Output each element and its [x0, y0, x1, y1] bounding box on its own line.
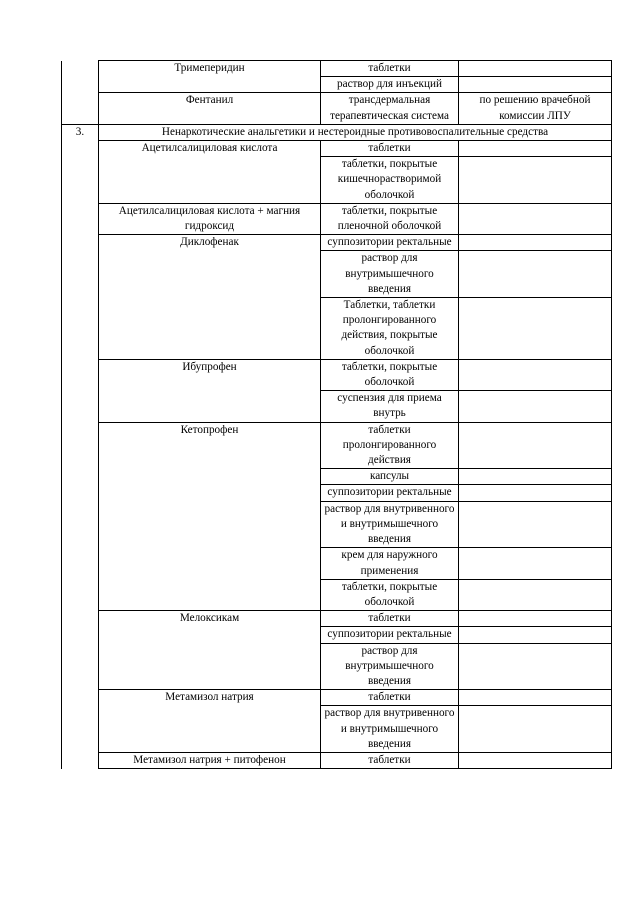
condition-cell [459, 298, 612, 360]
condition-cell [459, 359, 612, 390]
dosage-form-cell: таблетки, покрытые оболочкой [321, 579, 459, 610]
drug-name-cell: Ацетилсалициловая кислота [99, 141, 321, 204]
dosage-form-cell: раствор для инъекций [321, 77, 459, 93]
table-row [62, 752, 612, 768]
table-row [62, 203, 612, 234]
dosage-form-cell: суспензия для приема внутрь [321, 391, 459, 422]
condition-cell [459, 627, 612, 643]
number-cell [62, 359, 99, 390]
number-cell [62, 579, 99, 610]
drug-name-cell: Кетопрофен [99, 422, 321, 610]
table-row [62, 690, 612, 706]
condition-cell [459, 579, 612, 610]
dosage-form-cell: таблетки [321, 141, 459, 157]
condition-cell [459, 157, 612, 204]
condition-cell [459, 141, 612, 157]
dosage-form-cell: таблетки, покрытые кишечнорастворимой оболочкой [321, 157, 459, 204]
table-row [62, 359, 612, 390]
condition-cell [459, 251, 612, 298]
number-cell [62, 643, 99, 690]
number-cell [62, 235, 99, 251]
drug-name-cell: Метамизол натрия [99, 690, 321, 753]
dosage-form-cell: таблетки, покрытые пленочной оболочкой [321, 203, 459, 234]
condition-cell [459, 690, 612, 706]
condition-cell [459, 548, 612, 579]
table-row [62, 422, 612, 469]
condition-cell [459, 706, 612, 753]
condition-cell [459, 203, 612, 234]
dosage-form-cell: раствор для внутримышечного введения [321, 251, 459, 298]
number-cell [62, 501, 99, 548]
number-cell [62, 627, 99, 643]
table-row [62, 141, 612, 157]
number-cell [62, 157, 99, 204]
dosage-form-cell: суппозитории ректальные [321, 485, 459, 501]
dosage-form-cell: суппозитории ректальные [321, 235, 459, 251]
condition-cell [459, 611, 612, 627]
table-row [62, 611, 612, 627]
drug-name-cell: Метамизол натрия + питофенон [99, 752, 321, 768]
drug-name-cell: Фентанил [99, 93, 321, 124]
condition-cell [459, 501, 612, 548]
number-cell [62, 548, 99, 579]
condition-cell [459, 422, 612, 469]
number-cell [62, 77, 99, 93]
drug-name-cell: Мелоксикам [99, 611, 321, 690]
number-cell [62, 251, 99, 298]
number-cell [62, 611, 99, 627]
section-header-row [62, 124, 612, 140]
drug-name-cell: Тримеперидин [99, 61, 321, 93]
number-cell [62, 141, 99, 157]
dosage-form-cell: таблетки пролонгированного действия [321, 422, 459, 469]
section-number: 3. [62, 124, 99, 140]
number-cell [62, 298, 99, 360]
condition-cell [459, 643, 612, 690]
number-cell [62, 61, 99, 77]
condition-cell [459, 469, 612, 485]
number-cell [62, 391, 99, 422]
number-cell [62, 690, 99, 706]
table-row [62, 93, 612, 124]
dosage-form-cell: раствор для внутримышечного введения [321, 643, 459, 690]
drug-name-cell: Диклофенак [99, 235, 321, 360]
drug-name-cell: Ибупрофен [99, 359, 321, 422]
condition-cell [459, 752, 612, 768]
dosage-form-cell: капсулы [321, 469, 459, 485]
condition-cell: по решению врачебной комиссии ЛПУ [459, 93, 612, 124]
dosage-form-cell: трансдермальная терапевтическая система [321, 93, 459, 124]
section-title: Ненаркотические анальгетики и нестероидные противовоспалительные средства [99, 124, 612, 140]
number-cell [62, 203, 99, 234]
drug-table [61, 60, 612, 769]
dosage-form-cell: Таблетки, таблетки пролонгированного действия, покрытые оболочкой [321, 298, 459, 360]
dosage-form-cell: таблетки [321, 690, 459, 706]
number-cell [62, 469, 99, 485]
dosage-form-cell: таблетки [321, 61, 459, 77]
number-cell [62, 706, 99, 753]
dosage-form-cell: раствор для внутривенного и внутримышечного введения [321, 706, 459, 753]
condition-cell [459, 391, 612, 422]
dosage-form-cell: раствор для внутривенного и внутримышечного введения [321, 501, 459, 548]
number-cell [62, 93, 99, 124]
condition-cell [459, 77, 612, 93]
number-cell [62, 752, 99, 768]
dosage-form-cell: суппозитории ректальные [321, 627, 459, 643]
condition-cell [459, 485, 612, 501]
number-cell [62, 485, 99, 501]
dosage-form-cell: таблетки [321, 611, 459, 627]
table-row [62, 61, 612, 77]
dosage-form-cell: таблетки, покрытые оболочкой [321, 359, 459, 390]
condition-cell [459, 61, 612, 77]
dosage-form-cell: таблетки [321, 752, 459, 768]
condition-cell [459, 235, 612, 251]
number-cell [62, 422, 99, 469]
dosage-form-cell: крем для наружного применения [321, 548, 459, 579]
table-row [62, 235, 612, 251]
drug-name-cell: Ацетилсалициловая кислота + магния гидроксид [99, 203, 321, 234]
